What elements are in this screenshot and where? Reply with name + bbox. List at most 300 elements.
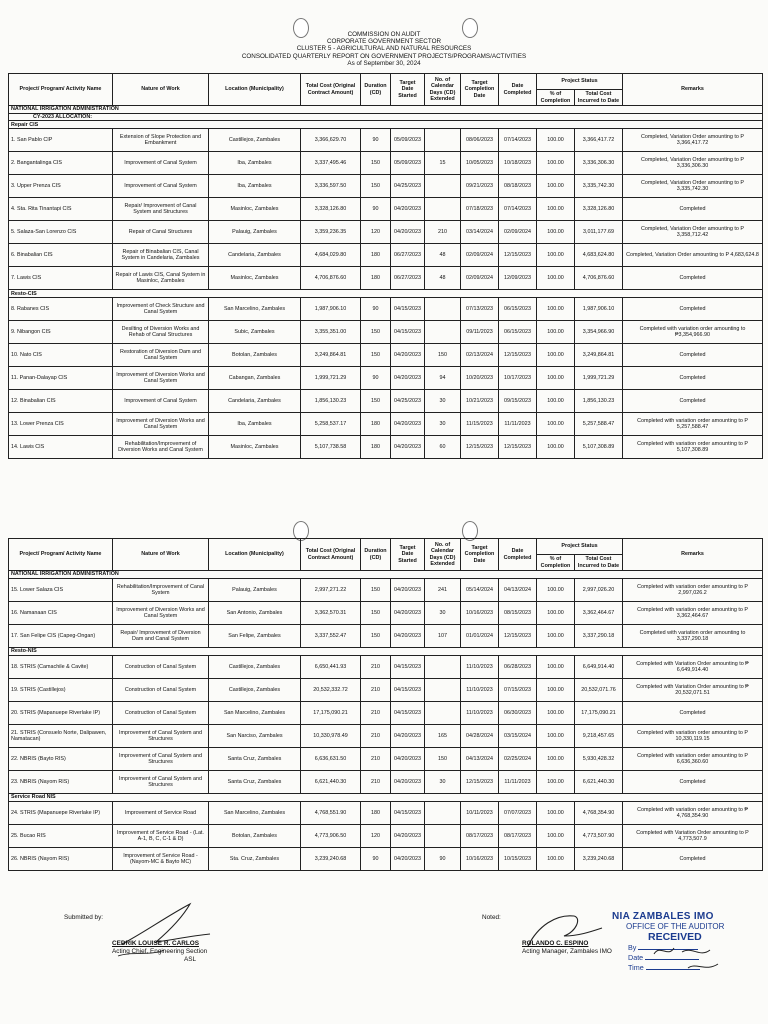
table-row: [9, 175, 763, 198]
cell-remarks: Completed with Variation Order amounting to P 4,773,507.9: [623, 825, 763, 848]
group-header: [9, 121, 763, 129]
group-header: [9, 648, 763, 656]
cell-started: 04/25/2023: [391, 390, 425, 413]
cell-pct: 100.00: [537, 802, 575, 825]
cell-started: 04/15/2023: [391, 321, 425, 344]
header-line: COMMISSION ON AUDIT: [347, 31, 421, 38]
cell-pct: 100.00: [537, 152, 575, 175]
cell-remarks: Completed with variation order amounting to P 6,636,360.60: [623, 748, 763, 771]
cell-remarks: Completed, Variation Order amounting to P 3,366,417.72: [623, 129, 763, 152]
cell-extended: 241: [425, 579, 461, 602]
table-row: [9, 198, 763, 221]
cell-incurred: 3,362,464.67: [575, 602, 623, 625]
cell-location: San Marcelino, Zambales: [209, 702, 301, 725]
cell-remarks: Completed with variation order amounting to P 2,997,026.2: [623, 579, 763, 602]
cell-cost: 3,239,240.68: [301, 848, 361, 871]
cell-cost: 3,337,495.46: [301, 152, 361, 175]
cell-cost: 6,621,440.30: [301, 771, 361, 794]
report-header: [0, 31, 768, 67]
cell-target: 02/09/2024: [461, 267, 499, 290]
cell-location: Iba, Zambales: [209, 152, 301, 175]
cell-project: 14. Lawis CIS: [9, 436, 113, 459]
cell-target: 12/15/2023: [461, 436, 499, 459]
cell-remarks: Completed with variation order amounting to 3,337,290.18: [623, 625, 763, 648]
cell-incurred: 3,239,240.68: [575, 848, 623, 871]
col-duration: Duration (CD): [361, 74, 391, 106]
cell-duration: 210: [361, 725, 391, 748]
cell-extended: 30: [425, 602, 461, 625]
cell-incurred: 9,218,457.65: [575, 725, 623, 748]
cell-started: 04/20/2023: [391, 413, 425, 436]
agency-label: NATIONAL IRRIGATION ADMINISTRATION: [9, 571, 763, 579]
table-row: [9, 825, 763, 848]
group-label: Resto-NIS: [9, 648, 763, 656]
cell-remarks: Completed: [623, 390, 763, 413]
cell-pct: 100.00: [537, 413, 575, 436]
cell-pct: 100.00: [537, 656, 575, 679]
cell-project: 19. STRIS (Castillejos): [9, 679, 113, 702]
cell-extended: [425, 198, 461, 221]
cell-incurred: 5,930,428.32: [575, 748, 623, 771]
cell-work: Improvement of Canal System: [113, 152, 209, 175]
cell-started: 04/20/2023: [391, 748, 425, 771]
cell-remarks: Completed: [623, 367, 763, 390]
cell-extended: [425, 321, 461, 344]
stamp-date-label: Date: [628, 953, 644, 962]
cell-cost: 3,359,236.35: [301, 221, 361, 244]
cell-project: 17. San Felipe CIS (Capeg-Ongan): [9, 625, 113, 648]
cell-pct: 100.00: [537, 344, 575, 367]
col-extended: No. of Calendar Days (CD) Extended: [425, 539, 461, 571]
cell-pct: 100.00: [537, 129, 575, 152]
cell-started: 06/27/2023: [391, 267, 425, 290]
cell-completed: 10/18/2023: [499, 152, 537, 175]
cell-pct: 100.00: [537, 298, 575, 321]
cell-project: 26. NBRIS (Nayom RIS): [9, 848, 113, 871]
group-header: [9, 290, 763, 298]
cell-incurred: 3,249,864.81: [575, 344, 623, 367]
cell-pct: 100.00: [537, 825, 575, 848]
cell-started: 04/15/2023: [391, 656, 425, 679]
col-status: Project Status: [537, 539, 623, 555]
cell-work: Improvement of Service Road - (Nayom-MC & Bayto MC): [113, 848, 209, 871]
cell-project: 18. STRIS (Camachile & Cavite): [9, 656, 113, 679]
cell-extended: [425, 129, 461, 152]
cell-completed: 04/13/2024: [499, 579, 537, 602]
cell-cost: 3,249,864.81: [301, 344, 361, 367]
table-row: [9, 848, 763, 871]
cell-extended: 150: [425, 344, 461, 367]
cell-work: Improvement of Canal System and Structures: [113, 748, 209, 771]
cell-project: 9. Nibangon CIS: [9, 321, 113, 344]
cell-extended: 15: [425, 152, 461, 175]
cell-cost: 1,987,906.10: [301, 298, 361, 321]
cell-extended: 210: [425, 221, 461, 244]
group-label: Service Road NIS: [9, 794, 763, 802]
cell-cost: 6,650,441.93: [301, 656, 361, 679]
group-header: [9, 794, 763, 802]
cell-duration: 90: [361, 848, 391, 871]
cell-completed: 02/09/2024: [499, 221, 537, 244]
cell-target: 11/15/2023: [461, 413, 499, 436]
table-row: [9, 221, 763, 244]
cell-work: Construction of Canal System: [113, 656, 209, 679]
cell-pct: 100.00: [537, 436, 575, 459]
cell-remarks: Completed, Variation Order amounting to P 4,683,624.8: [623, 244, 763, 267]
cell-target: 10/21/2023: [461, 390, 499, 413]
cell-extended: 48: [425, 244, 461, 267]
cell-location: San Antonio, Zambales: [209, 602, 301, 625]
cell-location: San Felipe, Zambales: [209, 625, 301, 648]
cell-duration: 90: [361, 298, 391, 321]
cell-pct: 100.00: [537, 702, 575, 725]
cell-remarks: Completed, Variation Order amounting to P 3,358,712.42: [623, 221, 763, 244]
cell-completed: 07/15/2023: [499, 679, 537, 702]
cell-project: 16. Namanaan CIS: [9, 602, 113, 625]
cell-location: Sta. Cruz, Zambales: [209, 848, 301, 871]
col-target: Target Completion Date: [461, 539, 499, 571]
cell-completed: 06/28/2023: [499, 656, 537, 679]
cell-cost: 5,258,537.17: [301, 413, 361, 436]
cell-work: Rehabilitation/Improvement of Canal System: [113, 579, 209, 602]
col-completed: Date Completed: [499, 539, 537, 571]
cell-extended: 30: [425, 413, 461, 436]
cell-location: Masinloc, Zambales: [209, 436, 301, 459]
cell-project: 8. Rabanes CIS: [9, 298, 113, 321]
cell-completed: 06/15/2023: [499, 321, 537, 344]
cell-completed: 10/17/2023: [499, 367, 537, 390]
cell-completed: 08/15/2023: [499, 602, 537, 625]
cell-cost: 4,684,029.80: [301, 244, 361, 267]
cell-started: 04/15/2023: [391, 802, 425, 825]
cell-remarks: Completed: [623, 771, 763, 794]
col-pct: % of Completion: [537, 555, 575, 571]
table-row: [9, 436, 763, 459]
cell-duration: 150: [361, 579, 391, 602]
noted-label: Noted:: [482, 914, 501, 921]
cell-completed: 06/30/2023: [499, 702, 537, 725]
cell-incurred: 3,366,417.72: [575, 129, 623, 152]
cell-remarks: Completed: [623, 344, 763, 367]
cell-extended: 90: [425, 848, 461, 871]
stamp-line-1: NIA ZAMBALES IMO: [612, 911, 714, 922]
cell-work: Improvement of Check Structure and Canal System: [113, 298, 209, 321]
cell-project: 3. Upper Prenza CIS: [9, 175, 113, 198]
cell-location: Santa Cruz, Zambales: [209, 748, 301, 771]
cell-work: Improvement of Canal System: [113, 175, 209, 198]
cell-pct: 100.00: [537, 367, 575, 390]
cell-incurred: 4,768,354.90: [575, 802, 623, 825]
cell-pct: 100.00: [537, 579, 575, 602]
col-incurred: Total Cost Incurred to Date: [575, 555, 623, 571]
cell-location: Palauig, Zambales: [209, 221, 301, 244]
cell-cost: 3,328,126.80: [301, 198, 361, 221]
cell-work: Desilting of Diversion Works and Rehab of Canal Structures: [113, 321, 209, 344]
cell-extended: [425, 702, 461, 725]
cell-work: Improvement of Diversion Works and Canal System: [113, 413, 209, 436]
cell-location: Palauig, Zambales: [209, 579, 301, 602]
cell-extended: 150: [425, 748, 461, 771]
cell-extended: 30: [425, 771, 461, 794]
col-location: Location (Municipality): [209, 74, 301, 106]
cell-duration: 90: [361, 367, 391, 390]
cell-remarks: Completed: [623, 702, 763, 725]
cell-incurred: 3,011,177.69: [575, 221, 623, 244]
cell-cost: 3,362,570.31: [301, 602, 361, 625]
noter-name: ROLANDO C. ESPINO: [522, 940, 589, 947]
cell-project: 1. San Pablo CIP: [9, 129, 113, 152]
cell-incurred: 17,175,090.21: [575, 702, 623, 725]
cell-location: Botolan, Zambales: [209, 344, 301, 367]
cell-started: 05/09/2023: [391, 152, 425, 175]
cell-location: Iba, Zambales: [209, 175, 301, 198]
cell-pct: 100.00: [537, 267, 575, 290]
cell-completed: 11/11/2023: [499, 413, 537, 436]
cell-started: 04/20/2023: [391, 725, 425, 748]
col-target: Target Completion Date: [461, 74, 499, 106]
table-row: [9, 625, 763, 648]
cell-pct: 100.00: [537, 848, 575, 871]
cell-duration: 180: [361, 267, 391, 290]
submitter-block: [112, 940, 207, 964]
cell-work: Improvement of Diversion Works and Canal System: [113, 367, 209, 390]
cell-completed: 02/25/2024: [499, 748, 537, 771]
cell-incurred: 5,107,308.89: [575, 436, 623, 459]
cell-cost: 3,366,629.70: [301, 129, 361, 152]
header-line: As of September 30, 2024: [347, 59, 421, 67]
table-row: [9, 267, 763, 290]
cell-target: 04/28/2024: [461, 725, 499, 748]
cell-target: 09/21/2023: [461, 175, 499, 198]
stamp-handwriting-icon: [648, 942, 740, 976]
cell-completed: 12/15/2023: [499, 344, 537, 367]
cell-incurred: 6,621,440.30: [575, 771, 623, 794]
cell-started: 05/09/2023: [391, 129, 425, 152]
cell-completed: 12/09/2023: [499, 267, 537, 290]
cell-target: 11/10/2023: [461, 679, 499, 702]
cell-duration: 210: [361, 702, 391, 725]
table-row: [9, 656, 763, 679]
cell-extended: 165: [425, 725, 461, 748]
cell-remarks: Completed: [623, 848, 763, 871]
table-row: [9, 298, 763, 321]
cell-project: 20. STRIS (Mapanuepe Riverlake IP): [9, 702, 113, 725]
cell-duration: 150: [361, 175, 391, 198]
cell-incurred: 1,856,130.23: [575, 390, 623, 413]
cell-started: 04/20/2023: [391, 602, 425, 625]
cell-location: San Marcelino, Zambales: [209, 802, 301, 825]
cell-duration: 210: [361, 748, 391, 771]
cell-project: 7. Lawis CIS: [9, 267, 113, 290]
table-row: [9, 244, 763, 267]
cell-project: 5. Salaza-San Lorenzo CIS: [9, 221, 113, 244]
cell-work: Repair of Binabalian CIS, Canal System in Candelaria, Zambales: [113, 244, 209, 267]
cell-started: 04/20/2023: [391, 436, 425, 459]
cell-pct: 100.00: [537, 602, 575, 625]
cell-location: Botolan, Zambales: [209, 825, 301, 848]
cell-completed: 08/17/2023: [499, 825, 537, 848]
submitter-extra: ASL: [184, 956, 197, 963]
col-project: Project/ Program/ Activity Name: [9, 539, 113, 571]
cell-incurred: 1,999,721.29: [575, 367, 623, 390]
cell-cost: 4,706,876.60: [301, 267, 361, 290]
cell-target: 07/18/2023: [461, 198, 499, 221]
cell-duration: 150: [361, 625, 391, 648]
cell-pct: 100.00: [537, 175, 575, 198]
cell-target: 04/13/2024: [461, 748, 499, 771]
cell-pct: 100.00: [537, 244, 575, 267]
table-row: [9, 129, 763, 152]
table-row: [9, 725, 763, 748]
cell-duration: 120: [361, 825, 391, 848]
cell-cost: 1,856,130.23: [301, 390, 361, 413]
cell-target: 09/11/2023: [461, 321, 499, 344]
cell-duration: 180: [361, 244, 391, 267]
table-row: [9, 748, 763, 771]
cell-started: 04/20/2023: [391, 221, 425, 244]
cell-completed: 07/14/2023: [499, 129, 537, 152]
cell-project: 11. Panan-Dalayap CIS: [9, 367, 113, 390]
cell-work: Extension of Slope Protection and Embankment: [113, 129, 209, 152]
cell-extended: 48: [425, 267, 461, 290]
cell-duration: 180: [361, 413, 391, 436]
cell-incurred: 3,337,290.18: [575, 625, 623, 648]
cell-started: 04/15/2023: [391, 298, 425, 321]
cell-cost: 4,768,551.90: [301, 802, 361, 825]
cell-incurred: 3,354,966.90: [575, 321, 623, 344]
cell-incurred: 4,706,876.60: [575, 267, 623, 290]
col-remarks: Remarks: [623, 74, 763, 106]
cell-completed: 08/18/2023: [499, 175, 537, 198]
submitted-label: Submitted by:: [64, 914, 104, 921]
cell-location: San Narciso, Zambales: [209, 725, 301, 748]
cell-completed: 07/14/2023: [499, 198, 537, 221]
cell-work: Repair of Canal Structures: [113, 221, 209, 244]
col-status: Project Status: [537, 74, 623, 90]
cell-incurred: 5,257,588.47: [575, 413, 623, 436]
cell-pct: 100.00: [537, 771, 575, 794]
cell-duration: 150: [361, 344, 391, 367]
col-started: Target Date Started: [391, 539, 425, 571]
cell-extended: 60: [425, 436, 461, 459]
cell-completed: 12/15/2023: [499, 625, 537, 648]
table-row: [9, 679, 763, 702]
cell-location: Subic, Zambales: [209, 321, 301, 344]
cell-target: 10/05/2023: [461, 152, 499, 175]
cell-duration: 150: [361, 602, 391, 625]
cell-work: Construction of Canal System: [113, 702, 209, 725]
cell-pct: 100.00: [537, 390, 575, 413]
cell-cost: 3,337,552.47: [301, 625, 361, 648]
allocation-label: CY-2023 ALLOCATION:: [9, 114, 763, 121]
cell-duration: 210: [361, 771, 391, 794]
cell-cost: 20,532,332.72: [301, 679, 361, 702]
table-row: [9, 152, 763, 175]
cell-remarks: Completed with Variation Order amounting to ₱ 6,649,914.40: [623, 656, 763, 679]
cell-incurred: 3,328,126.80: [575, 198, 623, 221]
cell-started: 04/20/2023: [391, 825, 425, 848]
table-row: [9, 771, 763, 794]
cell-work: Improvement of Canal System: [113, 390, 209, 413]
col-started: Target Date Started: [391, 74, 425, 106]
cell-project: 4. Sta. Rita Tinantapi CIS: [9, 198, 113, 221]
cell-work: Repair/ Improvement of Diversion Dam and Canal System: [113, 625, 209, 648]
cell-target: 02/09/2024: [461, 244, 499, 267]
col-duration: Duration (CD): [361, 539, 391, 571]
stamp-time-label: Time: [628, 963, 644, 972]
cell-extended: 107: [425, 625, 461, 648]
cell-project: 24. STRIS (Mapanuepe Riverlake IP): [9, 802, 113, 825]
cell-extended: [425, 679, 461, 702]
cell-target: 11/10/2023: [461, 702, 499, 725]
cell-target: 11/10/2023: [461, 656, 499, 679]
cell-duration: 210: [361, 656, 391, 679]
cell-pct: 100.00: [537, 221, 575, 244]
cell-extended: [425, 825, 461, 848]
cell-target: 10/16/2023: [461, 848, 499, 871]
table-row: [9, 702, 763, 725]
table-row: [9, 413, 763, 436]
col-completed: Date Completed: [499, 74, 537, 106]
group-label: Resto-CIS: [9, 290, 763, 298]
col-incurred: Total Cost Incurred to Date: [575, 90, 623, 106]
cell-duration: 120: [361, 221, 391, 244]
cell-remarks: Completed: [623, 198, 763, 221]
projects-table-page-2: [8, 538, 763, 871]
cell-started: 04/20/2023: [391, 198, 425, 221]
cell-started: 04/20/2023: [391, 579, 425, 602]
cell-location: Iba, Zambales: [209, 413, 301, 436]
cell-location: Castillejos, Zambales: [209, 129, 301, 152]
cell-project: 21. STRIS (Consuelo Norte, Dalipawen, Namatacan): [9, 725, 113, 748]
cell-remarks: Completed with variation order amounting to P 10,330,119.15: [623, 725, 763, 748]
cell-target: 08/06/2023: [461, 129, 499, 152]
table-row: [9, 802, 763, 825]
cell-extended: [425, 298, 461, 321]
cell-project: 12. Binabalian CIS: [9, 390, 113, 413]
col-remarks: Remarks: [623, 539, 763, 571]
cell-work: Improvement of Service Road - (Lat. A-1, B, C, C-1 & D): [113, 825, 209, 848]
col-extended: No. of Calendar Days (CD) Extended: [425, 74, 461, 106]
cell-incurred: 3,336,306.30: [575, 152, 623, 175]
cell-extended: [425, 175, 461, 198]
cell-remarks: Completed with variation order amounting to P 5,257,588.47: [623, 413, 763, 436]
cell-completed: 12/15/2023: [499, 244, 537, 267]
cell-project: 23. NBRIS (Nayom RIS): [9, 771, 113, 794]
table-row: [9, 390, 763, 413]
cell-work: Restoration of Diversion Dam and Canal System: [113, 344, 209, 367]
cell-work: Repair of Lawis CIS, Canal System in Masinloc, Zambales: [113, 267, 209, 290]
cell-started: 04/15/2023: [391, 679, 425, 702]
cell-project: 22. NBRIS (Bayto RIS): [9, 748, 113, 771]
cell-target: 01/01/2024: [461, 625, 499, 648]
cell-cost: 5,107,738.58: [301, 436, 361, 459]
cell-cost: 3,355,351.00: [301, 321, 361, 344]
cell-project: 25. Bucao RIS: [9, 825, 113, 848]
cell-target: 07/13/2023: [461, 298, 499, 321]
col-work: Nature of Work: [113, 74, 209, 106]
stamp-by-label: By: [628, 943, 637, 952]
cell-pct: 100.00: [537, 679, 575, 702]
cell-cost: 1,999,721.29: [301, 367, 361, 390]
noter-title: Acting Manager, Zambales IMO: [522, 948, 612, 955]
cell-project: 13. Lower Prenza CIS: [9, 413, 113, 436]
table-row: [9, 367, 763, 390]
cell-incurred: 1,987,906.10: [575, 298, 623, 321]
cell-work: Improvement of Service Road: [113, 802, 209, 825]
col-location: Location (Municipality): [209, 539, 301, 571]
cell-project: 2. Bangantalinga CIS: [9, 152, 113, 175]
